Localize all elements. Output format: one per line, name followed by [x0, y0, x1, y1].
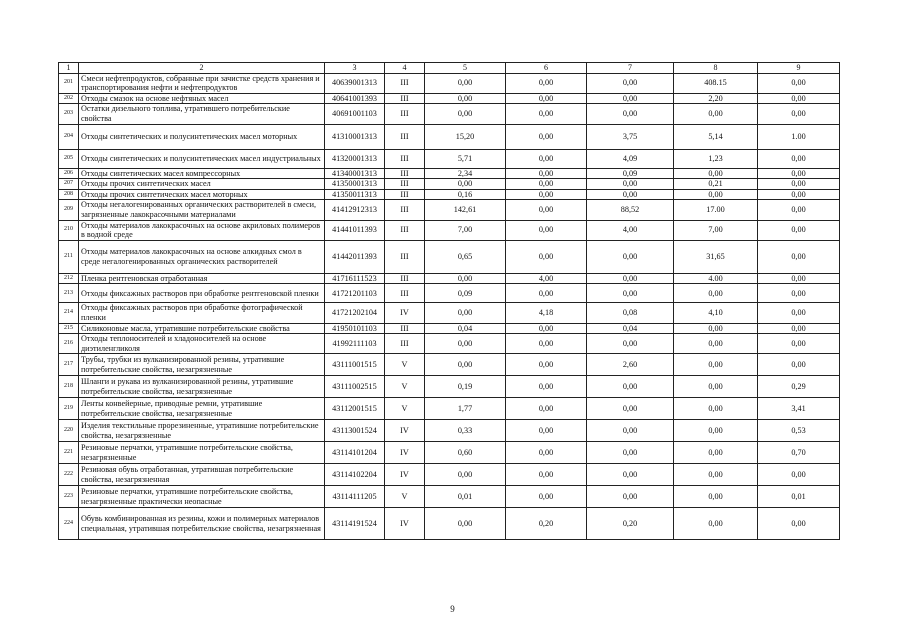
value-col6: 0,00: [506, 200, 587, 220]
value-col8: 17.00: [674, 200, 758, 220]
value-col8: 0,00: [674, 442, 758, 464]
table-row: [59, 124, 840, 149]
value-col5: 5,71: [425, 149, 506, 168]
value-col6: 0,00: [506, 334, 587, 354]
fkko-code: 43114191524: [325, 508, 385, 540]
table-row: [59, 200, 840, 220]
hazard-class: III: [385, 240, 425, 273]
row-number: 214: [59, 303, 79, 323]
table-row: [59, 354, 840, 376]
hazard-class: III: [385, 149, 425, 168]
row-number: 213: [59, 284, 79, 303]
value-col8: 0,00: [674, 189, 758, 200]
waste-name: Трубы, трубки из вулканизированной резины, утратившие потребительские свойства, незагрязненные: [79, 354, 325, 376]
value-col9: 0,53: [758, 420, 840, 442]
fkko-code: 43112001515: [325, 398, 385, 420]
value-col7: 0,00: [587, 464, 674, 486]
fkko-code: 41992111103: [325, 334, 385, 354]
column-header: 4: [385, 63, 425, 74]
table-row: [59, 104, 840, 124]
value-col6: 0,00: [506, 149, 587, 168]
value-col9: 0,00: [758, 189, 840, 200]
table-row: [59, 189, 840, 200]
table-row: [59, 508, 840, 540]
column-header: 9: [758, 63, 840, 74]
fkko-code: 41950101103: [325, 323, 385, 334]
row-number: 211: [59, 240, 79, 273]
value-col9: 3,41: [758, 398, 840, 420]
value-col7: 0,00: [587, 376, 674, 398]
value-col5: 0,33: [425, 420, 506, 442]
column-header: 5: [425, 63, 506, 74]
value-col5: 0,19: [425, 376, 506, 398]
value-col5: 0,00: [425, 104, 506, 124]
value-col5: 15,20: [425, 124, 506, 149]
value-col5: 0,00: [425, 93, 506, 104]
waste-name: Пленка рентгеновская отработанная: [79, 273, 325, 284]
value-col7: 0,00: [587, 179, 674, 190]
fkko-code: 41350011313: [325, 189, 385, 200]
value-col5: 0,00: [425, 464, 506, 486]
header-row: [59, 63, 840, 74]
row-number: 220: [59, 420, 79, 442]
hazard-class: V: [385, 354, 425, 376]
value-col9: 0,00: [758, 220, 840, 240]
waste-name: Отходы материалов лакокрасочных на основе акриловых полимеров в водной среде: [79, 220, 325, 240]
row-number: 202: [59, 93, 79, 104]
value-col5: 0,04: [425, 323, 506, 334]
row-number: 206: [59, 168, 79, 179]
row-number: 218: [59, 376, 79, 398]
value-col8: 1,23: [674, 149, 758, 168]
value-col7: 0,08: [587, 303, 674, 323]
waste-name: Отходы теплоносителей и хладоносителей на основе диэтиленгликоля: [79, 334, 325, 354]
value-col6: 0,00: [506, 464, 587, 486]
table-row: [59, 442, 840, 464]
waste-name: Отходы синтетических и полусинтетических масел моторных: [79, 124, 325, 149]
hazard-class: III: [385, 93, 425, 104]
table-row: [59, 464, 840, 486]
value-col7: 0,00: [587, 334, 674, 354]
value-col8: 0,00: [674, 334, 758, 354]
value-col7: 0,00: [587, 420, 674, 442]
hazard-class: V: [385, 376, 425, 398]
table-row: [59, 179, 840, 190]
waste-name: Ленты конвейерные, приводные ремни, утратившие потребительские свойства, незагрязненные: [79, 398, 325, 420]
value-col6: 0,00: [506, 93, 587, 104]
value-col9: 0,00: [758, 200, 840, 220]
value-col7: 4,09: [587, 149, 674, 168]
waste-name: Изделия текстильные прорезиненные, утратившие потребительские свойства, незагрязненные: [79, 420, 325, 442]
table-row: [59, 73, 840, 93]
fkko-code: 43113001524: [325, 420, 385, 442]
table-row: [59, 486, 840, 508]
value-col9: 0,00: [758, 284, 840, 303]
waste-name: Отходы фиксажных растворов при обработке рентгеновской пленки: [79, 284, 325, 303]
value-col9: 0,00: [758, 508, 840, 540]
value-col6: 0,00: [506, 398, 587, 420]
hazard-class: III: [385, 73, 425, 93]
waste-name: Отходы негалогенированных органических растворителей в смеси, загрязненные лакокрасочными материалами: [79, 200, 325, 220]
row-number: 223: [59, 486, 79, 508]
value-col6: 0,00: [506, 73, 587, 93]
hazard-class: III: [385, 284, 425, 303]
fkko-code: 40641001393: [325, 93, 385, 104]
column-header: 8: [674, 63, 758, 74]
value-col6: 0,00: [506, 189, 587, 200]
table-row: [59, 284, 840, 303]
fkko-code: 43114102204: [325, 464, 385, 486]
table-row: [59, 376, 840, 398]
waste-name: Отходы синтетических и полусинтетических масел индустриальных: [79, 149, 325, 168]
value-col6: 0,00: [506, 486, 587, 508]
value-col9: 0,00: [758, 303, 840, 323]
column-header: 3: [325, 63, 385, 74]
value-col6: 0,00: [506, 179, 587, 190]
value-col8: 0,21: [674, 179, 758, 190]
value-col8: 0,00: [674, 486, 758, 508]
table-row: [59, 149, 840, 168]
value-col8: 7,00: [674, 220, 758, 240]
value-col7: 0,00: [587, 284, 674, 303]
value-col8: 0,00: [674, 323, 758, 334]
waste-name: Отходы смазок на основе нефтяных масел: [79, 93, 325, 104]
table-row: [59, 323, 840, 334]
fkko-code: 41716111523: [325, 273, 385, 284]
value-col8: 0,00: [674, 284, 758, 303]
value-col8: 0,00: [674, 168, 758, 179]
value-col8: 5,14: [674, 124, 758, 149]
hazard-class: V: [385, 398, 425, 420]
hazard-class: IV: [385, 508, 425, 540]
value-col8: 4,10: [674, 303, 758, 323]
value-col8: 0,00: [674, 354, 758, 376]
value-col8: 0,00: [674, 104, 758, 124]
value-col7: 4,00: [587, 220, 674, 240]
row-number: 216: [59, 334, 79, 354]
value-col6: 0,20: [506, 508, 587, 540]
value-col5: 2,34: [425, 168, 506, 179]
row-number: 212: [59, 273, 79, 284]
table-row: [59, 240, 840, 273]
value-col5: 0,16: [425, 189, 506, 200]
fkko-code: 41721202104: [325, 303, 385, 323]
fkko-code: 41412912313: [325, 200, 385, 220]
waste-name: Отходы прочих синтетических масел моторных: [79, 189, 325, 200]
row-number: 210: [59, 220, 79, 240]
value-col5: 0,00: [425, 179, 506, 190]
hazard-class: IV: [385, 303, 425, 323]
value-col7: 0,00: [587, 240, 674, 273]
value-col9: 0,00: [758, 73, 840, 93]
value-col9: 0,00: [758, 273, 840, 284]
value-col7: 0,00: [587, 273, 674, 284]
value-col7: 3,75: [587, 124, 674, 149]
fkko-code: 41442011393: [325, 240, 385, 273]
value-col5: 0,60: [425, 442, 506, 464]
column-header: 7: [587, 63, 674, 74]
fkko-code: 43111002515: [325, 376, 385, 398]
table-row: [59, 398, 840, 420]
value-col7: 0,00: [587, 104, 674, 124]
value-col6: 0,00: [506, 420, 587, 442]
value-col7: 2,60: [587, 354, 674, 376]
value-col8: 0,00: [674, 508, 758, 540]
page-number: 9: [450, 604, 455, 614]
waste-name: Отходы фиксажных растворов при обработке фотографической пленки: [79, 303, 325, 323]
value-col6: 0,00: [506, 104, 587, 124]
row-number: 224: [59, 508, 79, 540]
value-col5: 1,77: [425, 398, 506, 420]
value-col7: 0,09: [587, 168, 674, 179]
hazard-class: V: [385, 486, 425, 508]
value-col6: 0,00: [506, 124, 587, 149]
value-col7: 0,00: [587, 486, 674, 508]
value-col7: 0,00: [587, 442, 674, 464]
fkko-code: 43114111205: [325, 486, 385, 508]
column-header: 2: [79, 63, 325, 74]
waste-name: Отходы синтетических масел компрессорных: [79, 168, 325, 179]
value-col5: 0,00: [425, 334, 506, 354]
value-col8: 408.15: [674, 73, 758, 93]
row-number: 215: [59, 323, 79, 334]
value-col7: 88,52: [587, 200, 674, 220]
value-col9: 0,00: [758, 104, 840, 124]
fkko-code: 40639001313: [325, 73, 385, 93]
fkko-code: 41350001313: [325, 179, 385, 190]
row-number: 203: [59, 104, 79, 124]
row-number: 201: [59, 73, 79, 93]
hazard-class: III: [385, 189, 425, 200]
value-col5: 0,00: [425, 303, 506, 323]
table-body: [59, 73, 840, 540]
value-col9: 0,00: [758, 323, 840, 334]
value-col9: 0,00: [758, 464, 840, 486]
hazard-class: III: [385, 104, 425, 124]
table-row: [59, 303, 840, 323]
hazard-class: III: [385, 273, 425, 284]
value-col9: 0,00: [758, 149, 840, 168]
value-col8: 4.00: [674, 273, 758, 284]
row-number: 221: [59, 442, 79, 464]
waste-table: [58, 62, 840, 540]
value-col5: 142,61: [425, 200, 506, 220]
hazard-class: III: [385, 323, 425, 334]
value-col7: 0,20: [587, 508, 674, 540]
fkko-code: 41310001313: [325, 124, 385, 149]
hazard-class: III: [385, 220, 425, 240]
value-col9: 0,00: [758, 179, 840, 190]
value-col8: 31,65: [674, 240, 758, 273]
value-col6: 0,00: [506, 323, 587, 334]
fkko-code: 41340001313: [325, 168, 385, 179]
value-col5: 7,00: [425, 220, 506, 240]
fkko-code: 43111001515: [325, 354, 385, 376]
waste-name: Резиновые перчатки, утратившие потребительские свойства, незагрязненные: [79, 442, 325, 464]
row-number: 209: [59, 200, 79, 220]
value-col9: 0,00: [758, 93, 840, 104]
value-col6: 0,00: [506, 442, 587, 464]
value-col8: 0,00: [674, 464, 758, 486]
value-col8: 0,00: [674, 420, 758, 442]
value-col7: 0,00: [587, 189, 674, 200]
row-number: 219: [59, 398, 79, 420]
waste-name: Обувь комбинированная из резины, кожи и полимерных материалов специальная, утратившая потребительские свойства, незагрязненная: [79, 508, 325, 540]
hazard-class: III: [385, 334, 425, 354]
fkko-code: 41320001313: [325, 149, 385, 168]
value-col7: 0,04: [587, 323, 674, 334]
table-row: [59, 420, 840, 442]
waste-name: Силиконовые масла, утратившие потребительские свойства: [79, 323, 325, 334]
value-col5: 0,00: [425, 354, 506, 376]
value-col5: 0,01: [425, 486, 506, 508]
value-col5: 0,00: [425, 508, 506, 540]
value-col8: 0,00: [674, 398, 758, 420]
hazard-class: IV: [385, 464, 425, 486]
row-number: 222: [59, 464, 79, 486]
waste-name: Шланги и рукава из вулканизированной резины, утратившие потребительские свойства, незагрязненные: [79, 376, 325, 398]
value-col5: 0,09: [425, 284, 506, 303]
value-col6: 0,00: [506, 354, 587, 376]
value-col9: 0,00: [758, 334, 840, 354]
waste-name: Резиновые перчатки, утратившие потребительские свойства, незагрязненные практически неопасные: [79, 486, 325, 508]
table-row: [59, 220, 840, 240]
hazard-class: III: [385, 168, 425, 179]
value-col6: 0,00: [506, 284, 587, 303]
value-col6: 0,00: [506, 240, 587, 273]
waste-name: Отходы материалов лакокрасочных на основе алкидных смол в среде негалогенированных органических растворителей: [79, 240, 325, 273]
column-header: 6: [506, 63, 587, 74]
waste-name: Остатки дизельного топлива, утратившего потребительские свойства: [79, 104, 325, 124]
value-col5: 0,65: [425, 240, 506, 273]
row-number: 204: [59, 124, 79, 149]
fkko-code: 40691001103: [325, 104, 385, 124]
value-col7: 0,00: [587, 73, 674, 93]
table-row: [59, 168, 840, 179]
value-col7: 0,00: [587, 93, 674, 104]
hazard-class: IV: [385, 442, 425, 464]
value-col6: 0,00: [506, 168, 587, 179]
row-number: 208: [59, 189, 79, 200]
row-number: 207: [59, 179, 79, 190]
table-row: [59, 334, 840, 354]
hazard-class: III: [385, 179, 425, 190]
value-col6: 0,00: [506, 220, 587, 240]
value-col5: 0,00: [425, 73, 506, 93]
hazard-class: III: [385, 124, 425, 149]
value-col6: 4,00: [506, 273, 587, 284]
fkko-code: 41721201103: [325, 284, 385, 303]
value-col5: 0,00: [425, 273, 506, 284]
hazard-class: III: [385, 200, 425, 220]
waste-name: Отходы прочих синтетических масел: [79, 179, 325, 190]
row-number: 217: [59, 354, 79, 376]
fkko-code: 41441011393: [325, 220, 385, 240]
value-col6: 4,18: [506, 303, 587, 323]
value-col9: 0,00: [758, 168, 840, 179]
waste-name: Резиновая обувь отработанная, утратившая потребительские свойства, незагрязненная: [79, 464, 325, 486]
value-col6: 0,00: [506, 376, 587, 398]
value-col9: 0,70: [758, 442, 840, 464]
value-col9: 0,00: [758, 240, 840, 273]
value-col9: 0,01: [758, 486, 840, 508]
waste-name: Смеси нефтепродуктов, собранные при зачистке средств хранения и транспортирования нефти и нефтепродуктов: [79, 73, 325, 93]
value-col8: 0,00: [674, 376, 758, 398]
row-number: 205: [59, 149, 79, 168]
table-row: [59, 93, 840, 104]
value-col9: 1.00: [758, 124, 840, 149]
value-col9: 0,29: [758, 376, 840, 398]
fkko-code: 43114101204: [325, 442, 385, 464]
value-col9: 0,00: [758, 354, 840, 376]
hazard-class: IV: [385, 420, 425, 442]
value-col8: 2,20: [674, 93, 758, 104]
table-row: [59, 273, 840, 284]
column-header: 1: [59, 63, 79, 74]
value-col7: 0,00: [587, 398, 674, 420]
